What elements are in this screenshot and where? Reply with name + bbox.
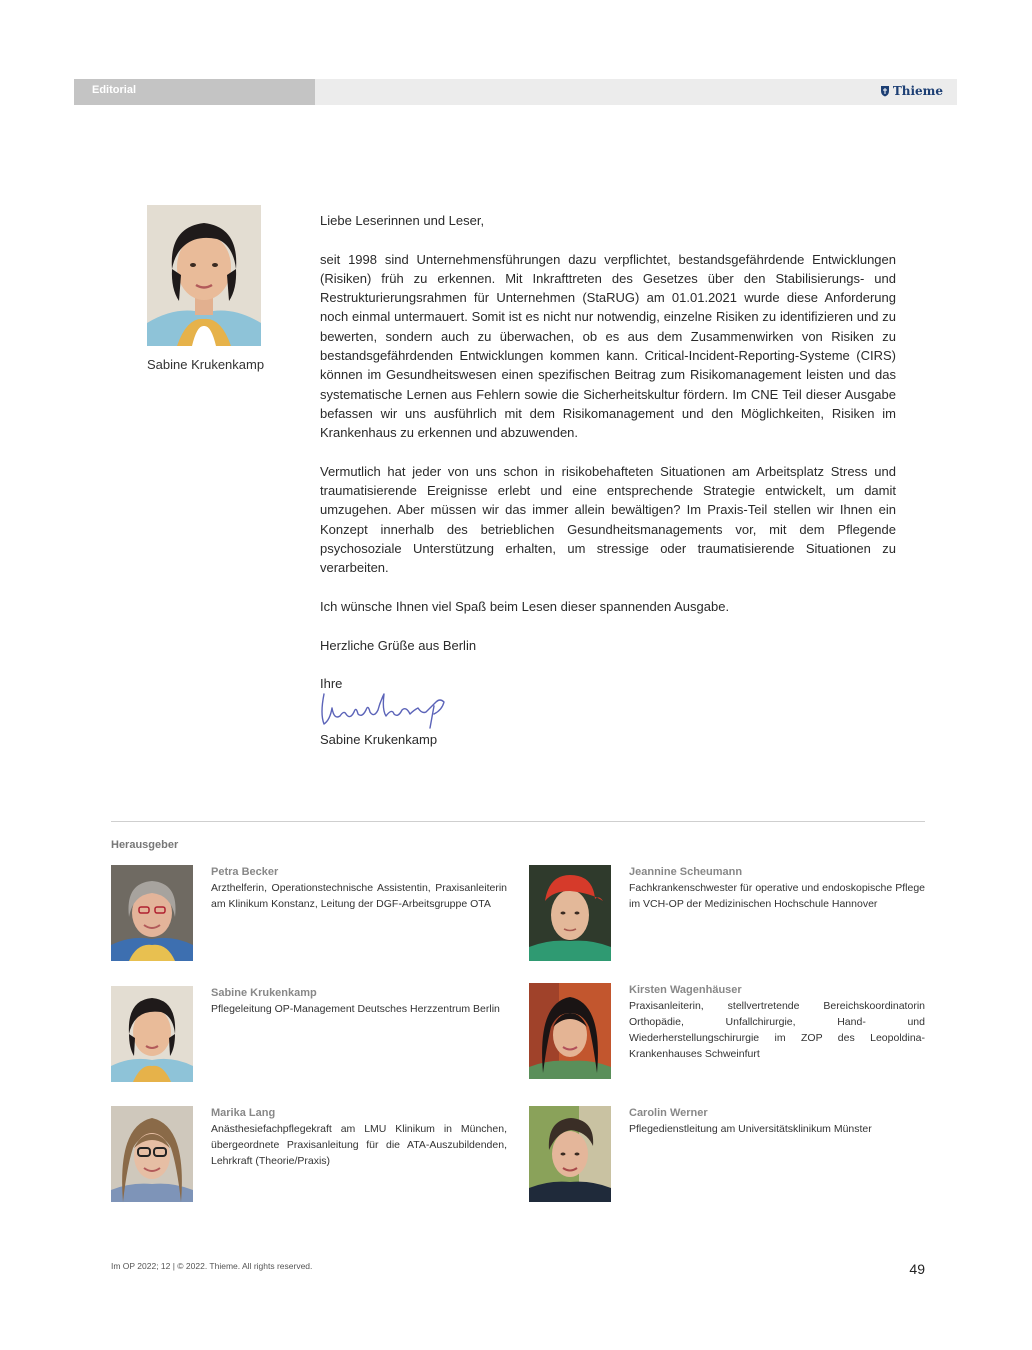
editor-description: Arzthelferin, Operationstechnische Assistentin, Praxisanleiterin am Klinikum Konstanz, Leitung der DGF-Arbeitsgruppe OTA [211,882,507,910]
letter-paragraph: Vermutlich hat jeder von uns schon in risikobehafteten Situationen am Arbeitsplatz Stress und traumatisierende Ereignisse erlebt und eine entsprechende Strategie entwickelt, um damit umzugehen. Aber müssen wir das immer allein bewältigen? Im Praxis-Teil stellen wir Ihnen ein Konzept innerhalb des betrieblichen Gesundheitsmanagements vor, mit dem Pflegende psychosoziale Unterstützung erhalten, um stressige oder traumatisierende Situationen zu verarbeiten. [320,463,896,576]
editor-name: Petra Becker [211,866,279,878]
letter-paragraph: Ich wünsche Ihnen viel Spaß beim Lesen dieser spannenden Ausgabe. [320,598,730,614]
letter-paragraph: seit 1998 sind Unternehmensführungen dazu verpflichtet, bestandsgefährdende Entwicklungen (Risiken) früh zu erkennen. Mit Inkrafttreten des Gesetzes über den Stabilisierungs- und Restrukturierungsrahmen für Unternehmen (StaRUG) am 01.01.2021 wurde diese Anforderung noch einmal untermauert. Somit ist es nicht nur notwendig, einzelne Risiken zu identifizieren und zu bewerten, sondern auch zu überwachen, ob es aus dem Zusammenwirken von Risiken zu bestandsgefährdenden Entwicklungen kommen kann. Critical-Incident-Reporting-Systeme (CIRS) können im Gesundheitswesen einen spezifischen Beitrag zum Risikomanagement leisten und das systematische Lernen aus Fehlern sowie die Sicherheitskultur fördern. Im CNE Teil dieser Ausgabe befassen wir uns ausführlich mit dem Risikomanagement und den Möglichkeiten, Risiken im Krankenhaus zu erkennen und abzuwenden. [320,251,896,441]
page-number: 49 [909,1261,925,1277]
section-tab [74,79,315,105]
editor-info [211,986,507,1017]
letter-closing: Ihre [320,676,343,692]
editor-name: Carolin Werner [629,1107,708,1119]
editor-name: Marika Lang [211,1107,276,1119]
header-bar [74,79,957,105]
editor-info [211,1106,507,1169]
editor-description: Pflegedienstleitung am Universitätsklinikum Münster [629,1123,872,1135]
thieme-shield-icon [880,85,890,97]
editor-photo [111,1106,193,1202]
handwritten-signature [316,684,456,730]
publisher-logo [880,84,943,98]
editor-info [629,865,925,912]
editor-photo [529,865,611,961]
portrait-caption: Sabine Krukenkamp [147,357,265,372]
editor-info [629,1106,925,1137]
section-divider [111,821,925,822]
section-label: Editorial [92,84,137,96]
editor-description: Pflegeleitung OP-Management Deutsches Herzzentrum Berlin [211,1003,500,1015]
editor-name: Sabine Krukenkamp [211,987,317,999]
editor-info [629,983,925,1062]
editorial-letter [320,211,896,693]
letter-paragraph: Herzliche Grüße aus Berlin [320,637,477,653]
footer-citation: Im OP 2022; 12 | © 2022. Thieme. All rights reserved. [111,1261,313,1271]
editor-description: Fachkrankenschwester für operative und endoskopische Pflege im VCH-OP der Medizinischen Hochschule Hannover [629,882,925,910]
editors-heading: Herausgeber [111,839,179,851]
editor-photo [111,986,193,1082]
author-portrait [147,205,261,346]
letter-signer: Sabine Krukenkamp [320,732,438,747]
editor-name: Kirsten Wagenhäuser [629,984,742,996]
editor-photo [111,865,193,961]
editor-description: Anästhesiefachpflegekraft am LMU Klinikum in München, übergeordnete Praxisanleitung für die ATA-Auszubildenden, Lehrkraft (Theorie/Praxis) [211,1123,507,1167]
editor-photo [529,1106,611,1202]
letter-greeting: Liebe Leserinnen und Leser, [320,213,485,228]
editor-info [211,865,507,912]
editor-name: Jeannine Scheumann [629,866,743,878]
publisher-name: Thieme [892,84,943,98]
editor-description: Praxisanleiterin, stellvertretende Bereichskoordinatorin Orthopädie, Unfallchirurgie, Hand- und Wiederherstellungschirurgie im ZOP des Leopoldina-Krankenhauses Schweinfurt [629,1000,925,1060]
editor-photo [529,983,611,1079]
